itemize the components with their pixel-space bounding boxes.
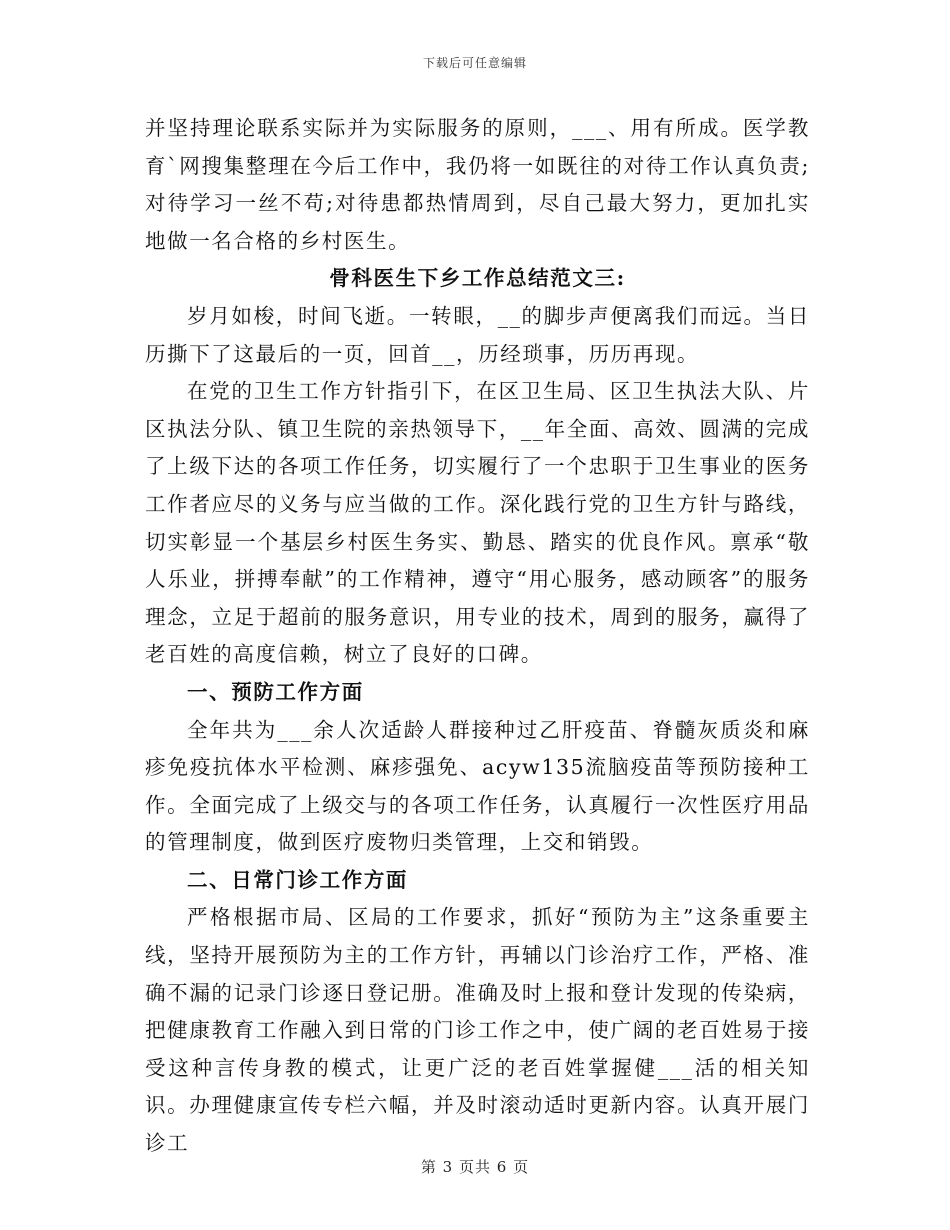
paragraph-opening: 岁月如梭，时间飞逝。一转眼，__的脚步声便离我们而远。当日历撕下了这最后的一页，回首__，历经琐事，历历再现。 bbox=[145, 303, 810, 366]
paragraph-prevention: 全年共为___余人次适龄人群接种过乙肝疫苗、脊髓灰质炎和麻疹免疫抗体水平检测、麻疹强免、acyw135流脑疫苗等预防接种工作。全面完成了上级交与的各项工作任务，认真履行一次性医疗用品的管理制度，做到医疗废物归类管理，上交和销毁。 bbox=[145, 717, 810, 855]
paragraph-summary: 在党的卫生工作方针指引下，在区卫生局、区卫生执法大队、片区执法分队、镇卫生院的亲热领导下，__年全面、高效、圆满的完成了上级下达的各项工作任务，切实履行了一个忠职于卫生事业的医务工作者应尽的义务与应当做的工作。深化践行党的卫生方针与路线，切实彰显一个基层乡村医生务实、勤恳、踏实的优良作风。禀承“敬人乐业，拼搏奉献”的工作精神，遵守“用心服务，感动顾客”的服务理念，立足于超前的服务意识，用专业的技术，周到的服务，赢得了老百姓的高度信赖，树立了良好的口碑。 bbox=[145, 379, 810, 667]
heading-clinic: 二、日常门诊工作方面 bbox=[187, 867, 409, 892]
document-body bbox=[145, 110, 810, 1163]
header-note: 下载后可任意编辑 bbox=[422, 56, 527, 70]
heading-prevention: 一、预防工作方面 bbox=[187, 679, 364, 704]
section-title: 骨科医生下乡工作总结范文三: bbox=[329, 266, 626, 291]
paragraph-clinic: 严格根据市局、区局的工作要求，抓好“预防为主”这条重要主线，坚持开展预防为主的工作方针，再辅以门诊治疗工作，严格、准确不漏的记录门诊逐日登记册。准确及时上报和登计发现的传染病，把健康教育工作融入到日常的门诊工作之中，使广阔的老百姓易于接受这种言传身教的模式，让更广泛的老百姓掌握健___活的相关知识。办理健康宣传专栏六幅，并及时滚动适时更新内容。认真开展门诊工 bbox=[145, 905, 810, 1156]
intro-paragraph: 并坚持理论联系实际并为实际服务的原则，___、用有所成。医学教育`网搜集整理在今后工作中，我仍将一如既往的对待工作认真负责;对待学习一丝不苟;对待患都热情周到，尽自己最大努力，更加扎实地做一名合格的乡村医生。 bbox=[145, 116, 810, 253]
page-number: 第 3 页共 6 页 bbox=[420, 1158, 530, 1176]
